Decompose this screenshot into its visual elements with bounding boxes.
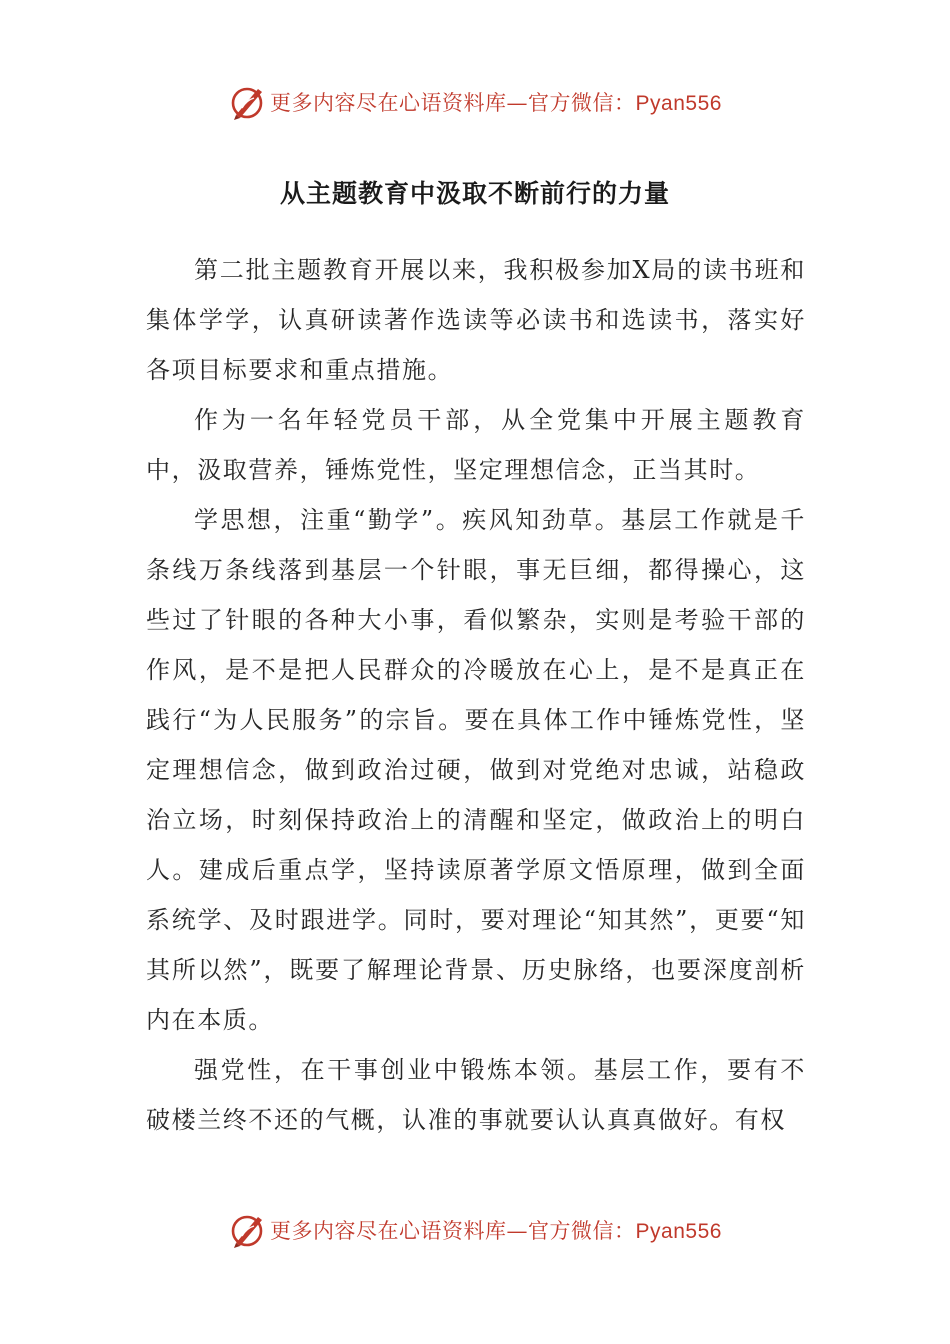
document-title: 从主题教育中汲取不断前行的力量 <box>279 179 670 208</box>
paragraph-3: 学思想，注重“勤学”。疾风知劲草。基层工作就是千条线万条线落到基层一个针眼，事无巨细，都得操心，这些过了针眼的各种大小事，看似繁杂，实则是考验干部的作风，是不是把人民群众的冷暖放在心上，是不是真正在践行“为人民服务”的宗旨。要在具体工作中锤炼党性，坚定理想信念，做到政治过硬，做到对党绝对忠诚，站稳政治立场，时刻保持政治上的清醒和坚定，做政治上的明白人。建成后重点学，坚持读原著学原文悟原理，做到全面系统学、及时跟进学。同时，要对理论“知其然”，更要“知其所以然”，既要了解理论背景、历史脉络，也要深度剖析内在本质。 <box>146 506 806 1034</box>
pen-circle-logo-icon <box>228 1210 268 1250</box>
header-banner-text: 更多内容尽在心语资料库—官方微信：Pyan556 <box>270 91 722 115</box>
paragraph-2: 作为一名年轻党员干部，从全党集中开展主题教育中，汲取营养，锤炼党性，坚定理想信念，正当其时。 <box>146 406 806 484</box>
document-body <box>146 245 806 1145</box>
paragraph-1: 第二批主题教育开展以来，我积极参加X局的读书班和集体学学，认真研读著作选读等必读书和选读书，落实好各项目标要求和重点措施。 <box>146 256 806 384</box>
footer-banner-text: 更多内容尽在心语资料库—官方微信：Pyan556 <box>270 1219 722 1243</box>
pen-circle-logo-icon <box>228 82 268 122</box>
header-wechat-id: Pyan556 <box>635 92 722 115</box>
footer-banner <box>0 1206 950 1254</box>
paragraph-4: 强党性，在干事创业中锻炼本领。基层工作，要有不破楼兰终不还的气概，认准的事就要认认真真做好。有权 <box>146 1056 806 1134</box>
header-banner <box>0 78 950 126</box>
footer-wechat-id: Pyan556 <box>635 1220 722 1243</box>
